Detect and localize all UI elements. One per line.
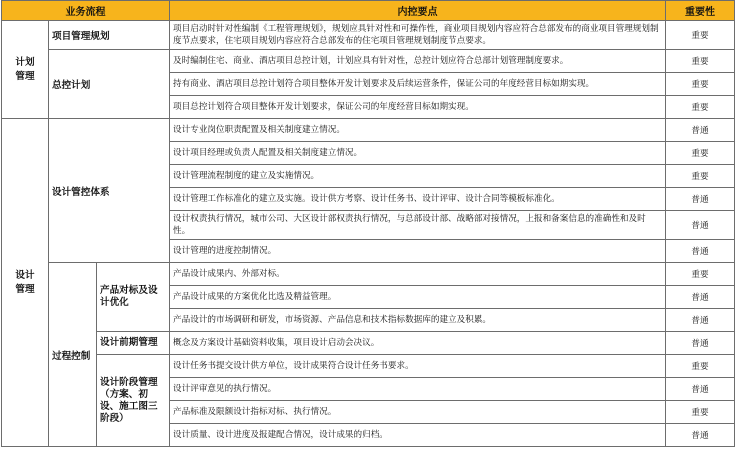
control-point: 设计管理工作标准化的建立及实施。设计供方考察、设计任务书、设计评审、设计合同等模板标准化。	[170, 188, 666, 211]
control-point: 产品标准及限额设计指标对标、执行情况。	[170, 401, 666, 424]
subsub-predesign: 设计前期管理	[97, 332, 170, 355]
control-point: 设计任务书提交设计供方单位，设计成果符合设计任务书要求。	[170, 355, 666, 378]
table-row	[2, 119, 735, 142]
control-point: 产品设计成果内、外部对标。	[170, 263, 666, 286]
subsub-stages: 设计阶段管理（方案、初设、施工图三阶段）	[97, 355, 170, 447]
table-row	[2, 21, 735, 50]
table-row	[2, 263, 735, 286]
importance-cell: 普通	[666, 378, 735, 401]
control-point: 项目总控计划符合项目整体开发计划要求，保证公司的年度经营目标如期实现。	[170, 96, 666, 119]
importance-cell: 重要	[666, 50, 735, 73]
header-row	[2, 1, 735, 21]
control-point: 持有商业、酒店项目总控计划符合项目整体开发计划要求及后续运营条件，保证公司的年度经营目标如期实现。	[170, 73, 666, 96]
importance-cell: 普通	[666, 188, 735, 211]
header-importance: 重要性	[666, 1, 735, 21]
internal-control-table	[1, 0, 735, 447]
importance-cell: 普通	[666, 119, 735, 142]
header-points: 内控要点	[170, 1, 666, 21]
importance-cell: 重要	[666, 165, 735, 188]
subsub-benchmark: 产品对标及设计优化	[97, 263, 170, 332]
importance-cell: 普通	[666, 211, 735, 240]
control-point: 设计管理的进度控制情况。	[170, 240, 666, 263]
importance-cell: 普通	[666, 332, 735, 355]
control-point: 产品设计成果的方案优化比选及精益管理。	[170, 286, 666, 309]
importance-cell: 重要	[666, 96, 735, 119]
control-point: 设计专业岗位职责配置及相关制度建立情况。	[170, 119, 666, 142]
importance-cell: 重要	[666, 21, 735, 50]
importance-cell: 重要	[666, 355, 735, 378]
control-point: 设计管理流程制度的建立及实施情况。	[170, 165, 666, 188]
importance-cell: 普通	[666, 286, 735, 309]
table-row	[2, 355, 735, 378]
sub-project-plan: 项目管理规划	[49, 21, 170, 50]
table-row	[2, 50, 735, 73]
control-point: 设计项目经理或负责人配置及相关制度建立情况。	[170, 142, 666, 165]
control-point: 设计权责执行情况，城市公司、大区设计部权责执行情况，与总部设计部、战略部对接情况，上报和备案信息的准确性和及时性。	[170, 211, 666, 240]
control-point: 产品设计的市场调研和研发，市场资源、产品信息和技术指标数据库的建立及积累。	[170, 309, 666, 332]
importance-cell: 重要	[666, 142, 735, 165]
control-point: 项目启动时针对性编制《工程管理规划》，规划应具针对性和可操作性，商业项目规划内容应符合总部发布的商业项目管理规划制度节点要求，住宅项目规划内容应符合总部发布的住宅项目管理规划制度节点要求。	[170, 21, 666, 50]
control-point: 及时编制住宅、商业、酒店项目总控计划，计划应具有针对性，总控计划应符合总部计划管理制度要求。	[170, 50, 666, 73]
category-plan: 计划管理	[2, 21, 49, 119]
importance-cell: 普通	[666, 309, 735, 332]
table-row	[2, 332, 735, 355]
sub-design-system: 设计管控体系	[49, 119, 170, 263]
control-point: 设计评审意见的执行情况。	[170, 378, 666, 401]
sub-process-control: 过程控制	[49, 263, 97, 447]
sub-master-plan: 总控计划	[49, 50, 170, 119]
importance-cell: 重要	[666, 401, 735, 424]
category-design: 设计管理	[2, 119, 49, 447]
importance-cell: 普通	[666, 424, 735, 447]
importance-cell: 普通	[666, 240, 735, 263]
importance-cell: 重要	[666, 263, 735, 286]
control-point: 概念及方案设计基础资料收集，项目设计启动会决议。	[170, 332, 666, 355]
header-process: 业务流程	[2, 1, 170, 21]
importance-cell: 重要	[666, 73, 735, 96]
control-point: 设计质量、设计进度及报建配合情况，设计成果的归档。	[170, 424, 666, 447]
